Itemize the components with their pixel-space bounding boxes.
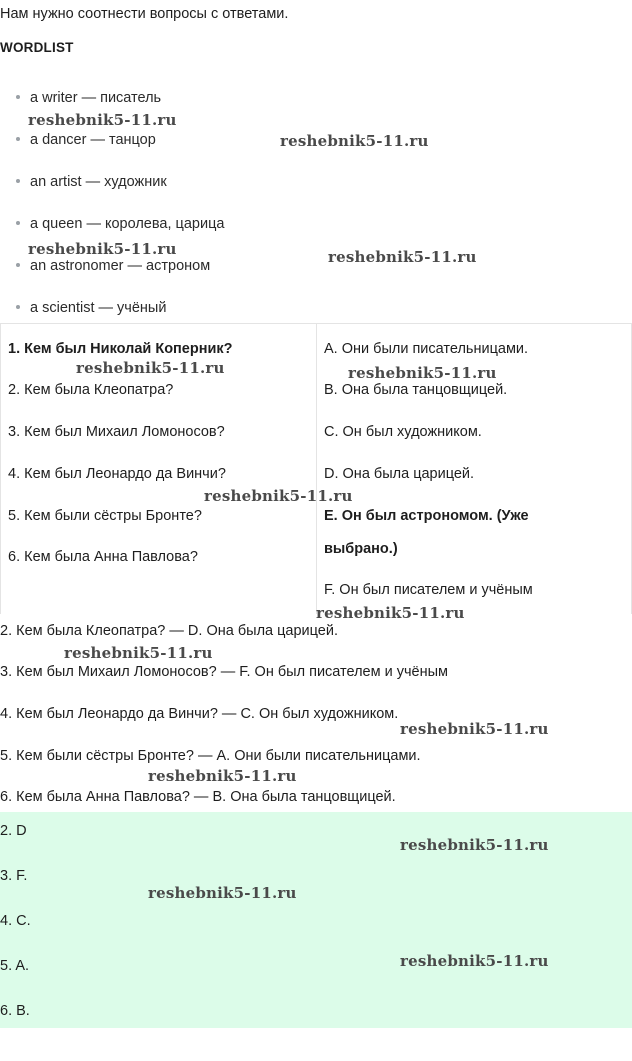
question-6: 6. Кем была Анна Павлова?	[8, 549, 198, 565]
answer-d: D. Она была царицей.	[324, 466, 475, 482]
list-item: a dancer — танцор	[16, 132, 156, 148]
watermark: reshebnik5-11.ru	[348, 364, 497, 382]
list-item: an astronomer — астроном	[16, 258, 210, 274]
watermark: reshebnik5-11.ru	[76, 359, 225, 377]
answer-f: F. Он был писателем и учёным	[324, 582, 533, 598]
answer-key-item: 6. B.	[0, 1003, 30, 1019]
answer-key-item: 4. C.	[0, 913, 31, 929]
result-line: 5. Кем были сёстры Бронте? — A. Они были писательницами.	[0, 748, 421, 764]
result-line: 4. Кем был Леонардо да Винчи? — C. Он был художником.	[0, 706, 399, 722]
watermark: reshebnik5-11.ru	[28, 240, 177, 258]
answer-key-item: 3. F.	[0, 868, 28, 884]
answer-a: A. Они были писательницами.	[324, 341, 529, 357]
list-item: an artist — художник	[16, 174, 167, 190]
answer-key-item: 5. A.	[0, 958, 30, 974]
question-5: 5. Кем были сёстры Бронте?	[8, 508, 202, 524]
list-item: a queen — королева, царица	[16, 216, 224, 232]
result-line: 6. Кем была Анна Павлова? — B. Она была танцовщицей.	[0, 789, 396, 805]
wordlist-title: WORDLIST	[0, 40, 74, 55]
answer-key-item: 2. D	[0, 823, 27, 839]
watermark: reshebnik5-11.ru	[148, 884, 297, 902]
list-item: a scientist — учёный	[16, 300, 166, 316]
bullet-icon	[16, 305, 20, 309]
bullet-icon	[16, 95, 20, 99]
answer-e: E. Он был астрономом. (Уже	[324, 508, 529, 524]
watermark: reshebnik5-11.ru	[400, 720, 549, 738]
question-1: 1. Кем был Николай Коперник?	[8, 341, 233, 357]
answer-e-continued: выбрано.)	[324, 541, 398, 557]
question-2: 2. Кем была Клеопатра?	[8, 382, 174, 398]
watermark: reshebnik5-11.ru	[316, 604, 465, 622]
watermark: reshebnik5-11.ru	[28, 111, 177, 129]
watermark: reshebnik5-11.ru	[400, 952, 549, 970]
watermark: reshebnik5-11.ru	[148, 767, 297, 785]
bullet-icon	[16, 263, 20, 267]
result-line: 2. Кем была Клеопатра? — D. Она была царицей.	[0, 623, 338, 639]
result-line: 3. Кем был Михаил Ломоносов? — F. Он был писателем и учёным	[0, 664, 449, 680]
watermark: reshebnik5-11.ru	[280, 132, 429, 150]
answer-c: C. Он был художником.	[324, 424, 482, 440]
list-item: a writer — писатель	[16, 90, 161, 106]
bullet-icon	[16, 137, 20, 141]
intro-text: Нам нужно соотнести вопросы с ответами.	[0, 6, 289, 22]
bullet-icon	[16, 179, 20, 183]
watermark: reshebnik5-11.ru	[204, 487, 353, 505]
watermark: reshebnik5-11.ru	[400, 836, 549, 854]
bullet-icon	[16, 221, 20, 225]
column-divider	[316, 324, 317, 614]
question-3: 3. Кем был Михаил Ломоносов?	[8, 424, 225, 440]
watermark: reshebnik5-11.ru	[64, 644, 213, 662]
question-4: 4. Кем был Леонардо да Винчи?	[8, 466, 226, 482]
answer-b: B. Она была танцовщицей.	[324, 382, 508, 398]
watermark: reshebnik5-11.ru	[328, 248, 477, 266]
